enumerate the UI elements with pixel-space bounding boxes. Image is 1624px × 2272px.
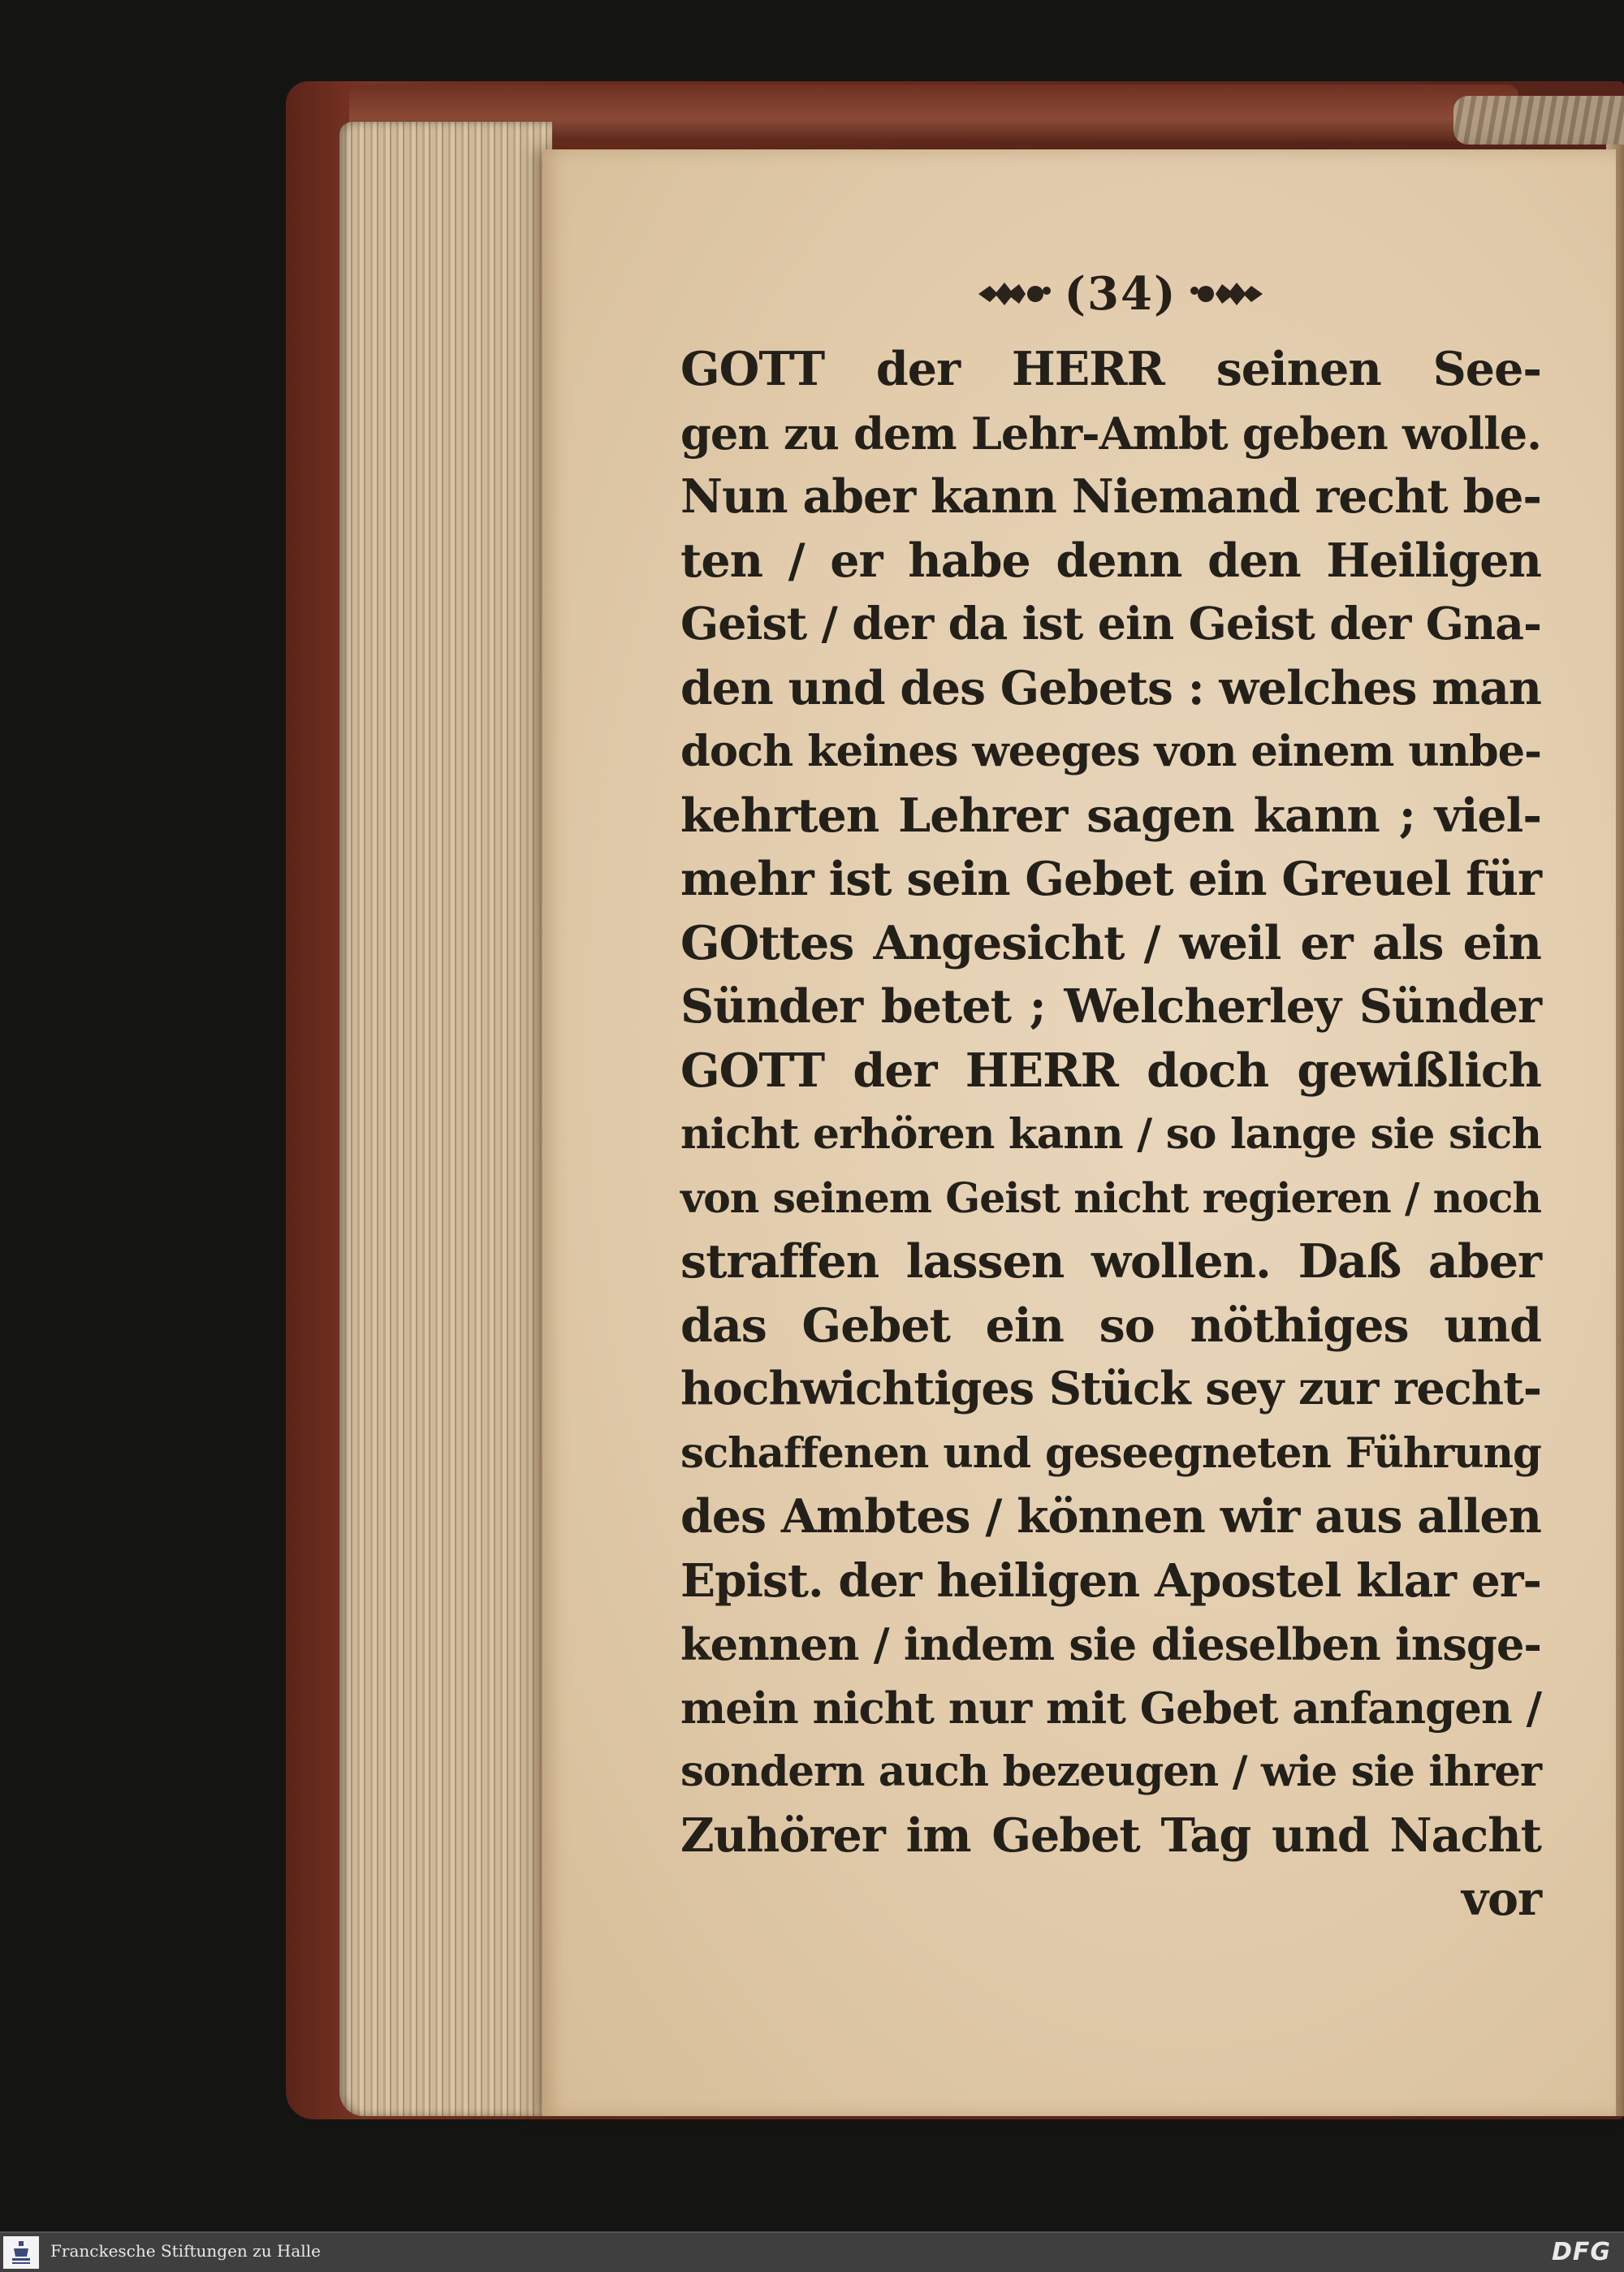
viewer-footer [0, 2231, 1624, 2272]
text-line: kennen / indem sie dieselben insge- [680, 1618, 1541, 1670]
body-text [680, 338, 1541, 1932]
text-line: GOttes Angesicht / weil er als ein [680, 915, 1541, 970]
text-line: Geist / der da ist ein Geist der Gna- [680, 598, 1541, 650]
text-line: kehrten Lehrer sagen kann ; viel- [680, 788, 1541, 843]
text-line: GOTT der HERR seinen See- [680, 342, 1541, 396]
text-line: straffen lassen wollen. Daß aber [680, 1234, 1541, 1289]
catchword: vor [1461, 1872, 1541, 1926]
clasp-strap [1453, 96, 1624, 145]
text-line: Nun aber kann Niemand recht be- [680, 470, 1541, 524]
dfg-logo: DFG [1551, 2238, 1611, 2266]
text-line: doch keines weeges von einem unbe- [680, 727, 1541, 776]
text-line: nicht erhören kann / so lange sie sich [680, 1109, 1541, 1159]
institution-logo-icon [3, 2236, 39, 2269]
text-line: ten / er habe denn den Heiligen [680, 533, 1541, 588]
text-line: Zuhörer im Gebet Tag und Nacht [680, 1808, 1541, 1863]
text-line: Epist. der heiligen Apostel klar er- [680, 1553, 1541, 1608]
text-line: sondern auch bezeugen / wie sie ihrer [680, 1747, 1541, 1796]
right-ornament-icon [1188, 276, 1266, 312]
institution-name: Franckesche Stiftungen zu Halle [50, 2241, 321, 2261]
text-line: den und des Gebets : welches man [680, 661, 1541, 715]
text-line: mehr ist sein Gebet ein Greuel für [680, 853, 1541, 906]
text-line: mein nicht nur mit Gebet anfangen / [680, 1682, 1541, 1734]
text-line: das Gebet ein so nöthiges und [680, 1298, 1541, 1353]
text-line: GOTT der HERR doch gewißlich [680, 1043, 1541, 1098]
text-line: hochwichtiges Stück sey zur recht- [680, 1363, 1541, 1415]
text-line: von seinem Geist nicht regieren / noch [680, 1173, 1541, 1222]
text-line: des Ambtes / können wir aus allen [680, 1490, 1541, 1544]
page-header [942, 261, 1299, 326]
left-ornament-icon [975, 276, 1053, 312]
page-number: (34) [1064, 267, 1177, 321]
page-edges [339, 122, 552, 2116]
text-line: schaffenen und geseegneten Führung [680, 1428, 1541, 1478]
text-line: Sünder betet ; Welcherley Sünder [680, 979, 1541, 1034]
text-line: gen zu dem Lehr-Ambt geben wolle. [680, 407, 1541, 460]
